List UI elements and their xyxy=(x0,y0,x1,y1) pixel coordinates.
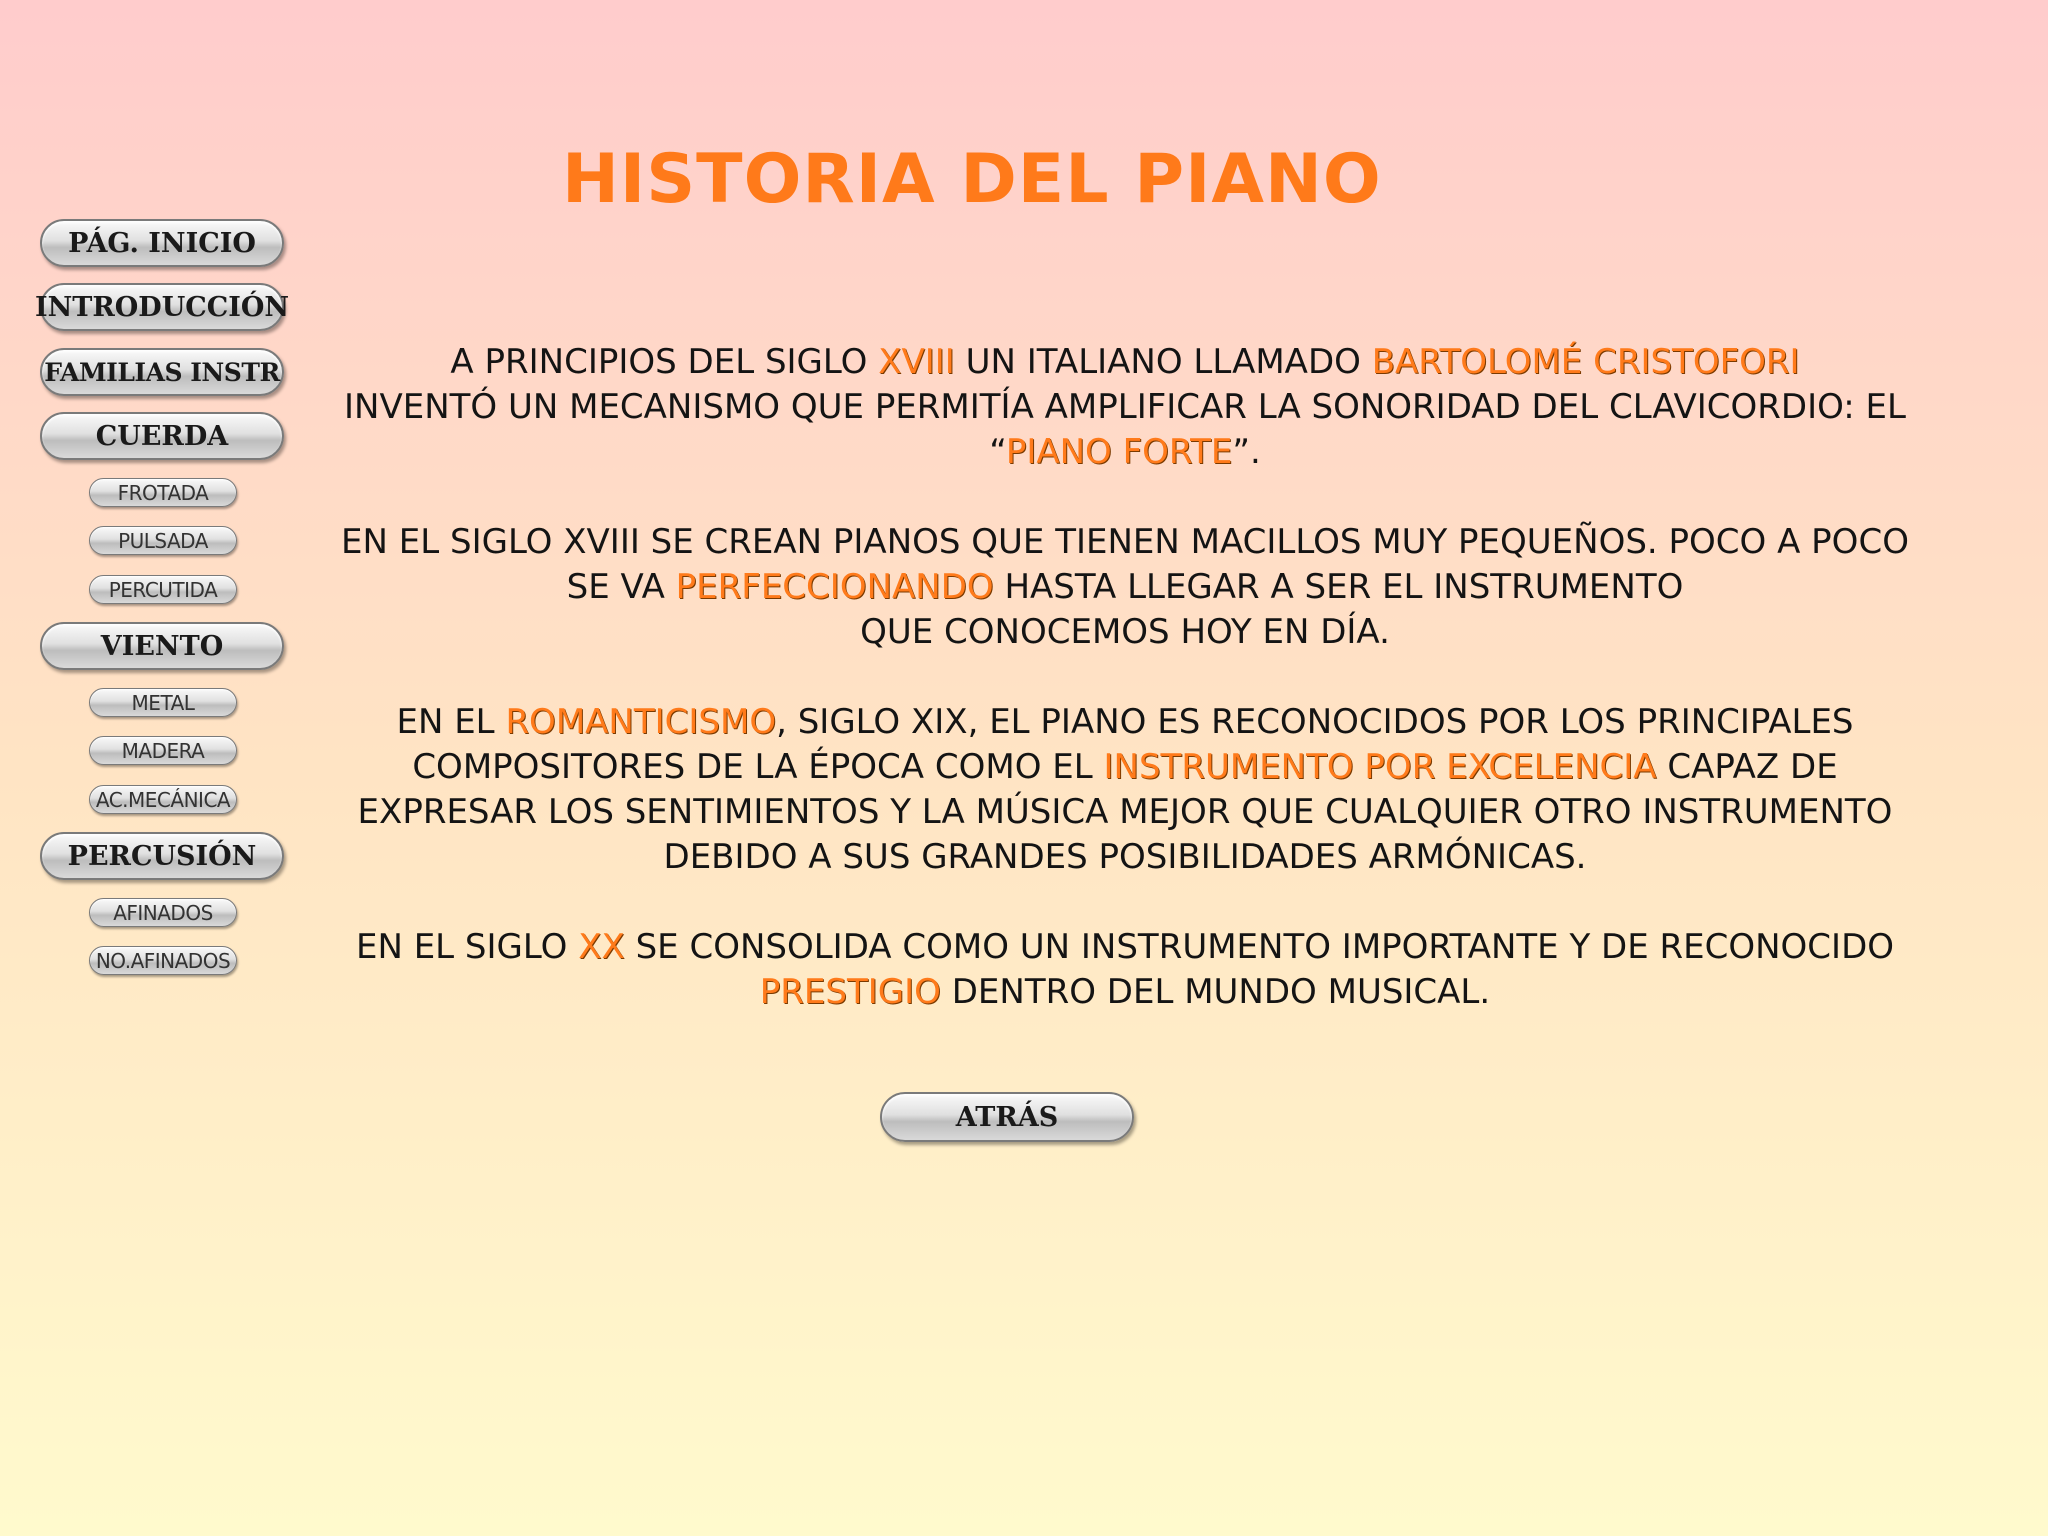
paragraph-2 xyxy=(330,520,1920,655)
nav-button-cuerda[interactable]: CUERDA xyxy=(40,412,284,460)
nav-button-viento[interactable]: VIENTO xyxy=(40,622,284,670)
nav-button-madera[interactable]: MADERA xyxy=(89,736,237,765)
highlight-piano-forte: PIANO FORTE xyxy=(1005,432,1233,472)
nav-button-introduccion[interactable]: INTRODUCCIÓN xyxy=(40,283,284,331)
nav-button-percusion[interactable]: PERCUSIÓN xyxy=(40,832,284,880)
nav-button-inicio[interactable]: PÁG. INICIO xyxy=(40,219,284,267)
paragraph-3 xyxy=(330,700,1920,880)
paragraph-1-text-1: A PRINCIPIOS DEL SIGLO xyxy=(450,342,879,382)
paragraph-1 xyxy=(330,340,1920,475)
nav-button-afinados[interactable]: AFINADOS xyxy=(89,898,237,927)
nav-button-familias[interactable]: FAMILIAS INSTR xyxy=(40,348,284,396)
nav-button-metal[interactable]: METAL xyxy=(89,688,237,717)
paragraph-4-text-3: DENTRO DEL MUNDO MUSICAL. xyxy=(940,972,1491,1012)
nav-button-frotada[interactable]: FROTADA xyxy=(89,478,237,507)
paragraph-3-text-3: CAPAZ DE EXPRESAR LOS SENTIMIENTOS Y LA MÚSICA MEJOR QUE CUALQUIER OTRO INSTRUMENTO DEBIDO A SUS GRANDES POSIBILIDADES ARMÓNICAS. xyxy=(357,747,1893,877)
paragraph-1-text-2: UN ITALIANO LLAMADO xyxy=(954,342,1372,382)
nav-button-acmecanica[interactable]: AC.MECÁNICA xyxy=(89,785,237,814)
highlight-xviii: XVIII xyxy=(878,342,955,382)
paragraph-4-text-2: SE CONSOLIDA COMO UN INSTRUMENTO IMPORTANTE Y DE RECONOCIDO xyxy=(624,927,1895,967)
paragraph-4 xyxy=(330,925,1920,1015)
highlight-instrumento-por-excelencia: INSTRUMENTO POR EXCELENCIA xyxy=(1103,747,1657,787)
nav-button-percutida[interactable]: PERCUTIDA xyxy=(89,575,237,604)
paragraph-2-text-3: QUE CONOCEMOS HOY EN DÍA. xyxy=(860,612,1390,652)
paragraph-2-text-2: HASTA LLEGAR A SER EL INSTRUMENTO xyxy=(993,567,1684,607)
highlight-prestigio: PRESTIGIO xyxy=(759,972,941,1012)
paragraph-3-text-1: EN EL xyxy=(396,702,506,742)
paragraph-4-text-1: EN EL SIGLO xyxy=(355,927,579,967)
highlight-xx: XX xyxy=(578,927,625,967)
nav-button-pulsada[interactable]: PULSADA xyxy=(89,526,237,555)
highlight-cristofori: BARTOLOMÉ CRISTOFORI xyxy=(1371,342,1800,382)
page-title: HISTORIA DEL PIANO xyxy=(562,140,1382,219)
main-content xyxy=(330,340,1920,1060)
highlight-perfeccionando: PERFECCIONANDO xyxy=(675,567,994,607)
paragraph-1-text-4: ”. xyxy=(1232,432,1261,472)
nav-button-noafinados[interactable]: NO.AFINADOS xyxy=(89,946,237,975)
paragraph-2-text-1: EN EL SIGLO XVIII SE CREAN PIANOS QUE TIENEN MACILLOS MUY PEQUEÑOS. POCO A POCO SE VA xyxy=(341,522,1909,607)
paragraph-1-text-3: INVENTÓ UN MECANISMO QUE PERMITÍA AMPLIFICAR LA SONORIDAD DEL CLAVICORDIO: EL “ xyxy=(344,387,1906,472)
highlight-romanticismo: ROMANTICISMO xyxy=(505,702,777,742)
back-button[interactable]: ATRÁS xyxy=(880,1092,1134,1142)
paragraph-3-text-2: , SIGLO XIX, EL PIANO ES RECONOCIDOS POR LOS PRINCIPALES COMPOSITORES DE LA ÉPOCA COMO EL xyxy=(412,702,1854,787)
